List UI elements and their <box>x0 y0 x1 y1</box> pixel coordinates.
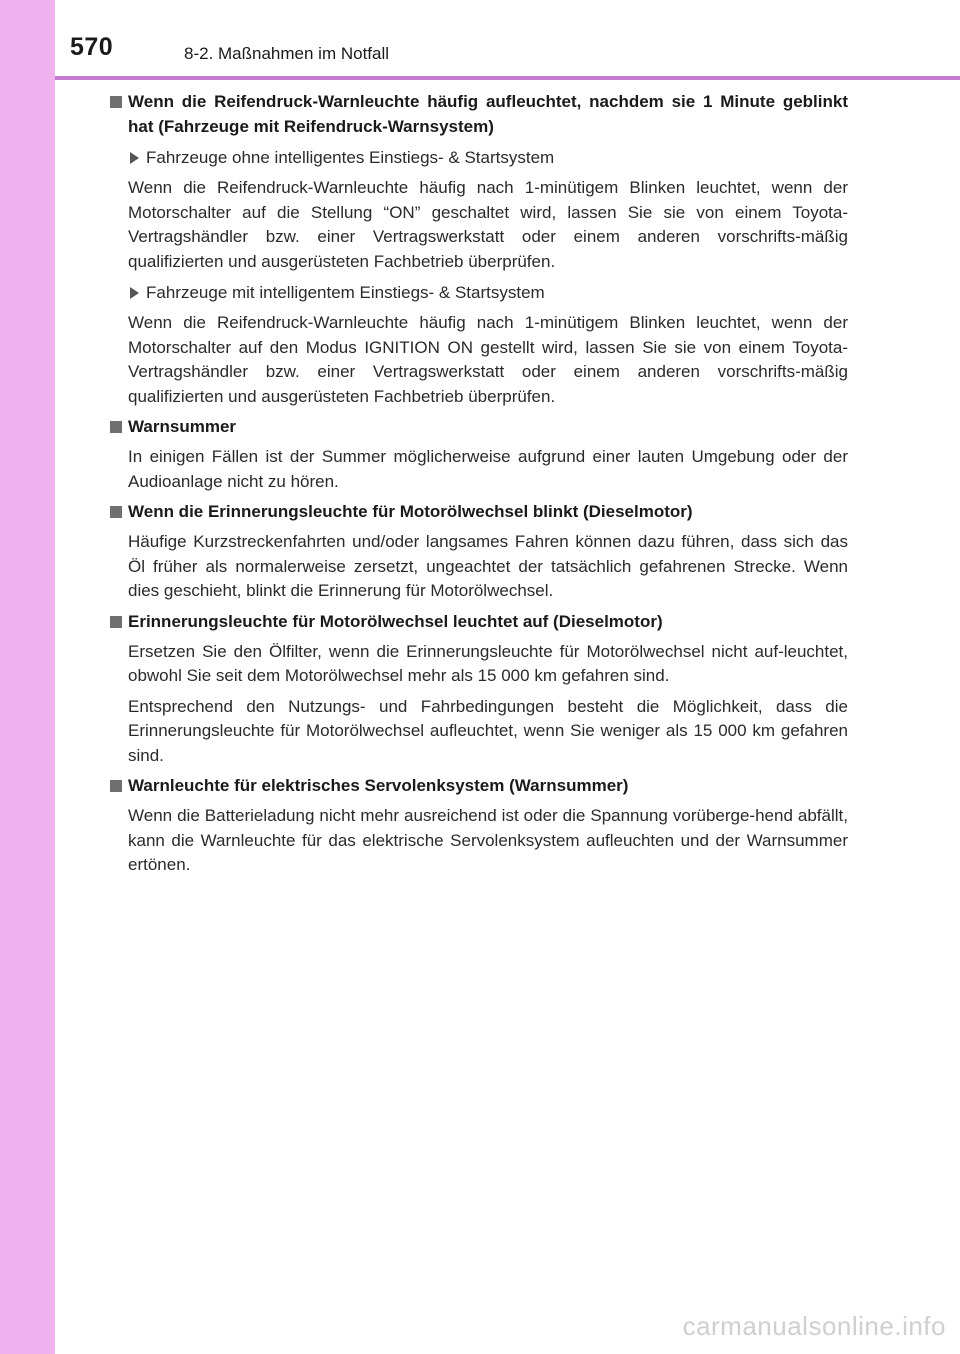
topic-oil-reminder-lights <box>108 609 848 769</box>
topic-heading-text: Warnleuchte für elektrisches Servolenksystem (Warnsummer) <box>128 776 629 795</box>
square-bullet-icon <box>110 780 122 792</box>
topic-heading-text: Warnsummer <box>128 417 237 436</box>
paragraph: Häufige Kurzstreckenfahrten und/oder langsames Fahren können dazu führen, dass sich das Öl früher als normalerweise zersetzt, ungeachtet der tatsächlich gefahrenen Strecke. Wenn dies geschieht, blinkt die Erinnerung für Motorölwechsel. <box>128 532 848 600</box>
square-bullet-icon <box>110 506 122 518</box>
page-header <box>0 0 960 76</box>
paragraph: In einigen Fällen ist der Summer möglicherweise aufgrund einer lauten Umgebung oder der Audioanlage nicht zu hören. <box>128 447 848 491</box>
paragraph: Ersetzen Sie den Ölfilter, wenn die Erinnerungsleuchte für Motorölwechsel nicht auf-leuchtet, obwohl Sie seit dem Motorölwechsel mehr als 15 000 km gefahren sind. <box>128 641 848 685</box>
triangle-arrow-icon <box>130 287 139 299</box>
topic-heading-text: Erinnerungsleuchte für Motorölwechsel leuchtet auf (Dieselmotor) <box>128 611 663 631</box>
section-title: 8-2. Maßnahmen im Notfall <box>184 44 390 63</box>
sub-heading-text: Fahrzeuge ohne intelligentes Einstiegs- & Startsystem <box>146 148 555 167</box>
topic-heading <box>108 609 848 634</box>
square-bullet-icon <box>110 96 122 108</box>
triangle-arrow-icon <box>130 152 139 164</box>
side-color-band <box>0 0 55 1354</box>
topic-power-steering-warning <box>108 773 848 878</box>
topic-heading <box>108 89 848 139</box>
topic-tire-pressure-warning <box>108 89 848 409</box>
square-bullet-icon <box>110 421 122 433</box>
page-number: 570 <box>70 33 114 61</box>
sub-heading <box>128 280 848 305</box>
header-side-band <box>0 0 55 76</box>
topic-heading <box>108 499 848 524</box>
paragraph: Entsprechend den Nutzungs- und Fahrbedingungen besteht die Möglichkeit, dass die Erinnerungsleuchte für Motorölwechsel aufleuchtet, wenn Sie weniger als 15 000 km gefahren sind. <box>128 696 848 765</box>
page-content <box>108 89 848 883</box>
topic-heading-text: Wenn die Reifendruck-Warnleuchte häufig aufleuchtet, nachdem sie 1 Minute geblinkt hat (Fahrzeuge mit Reifendruck-Warnsystem) <box>128 92 848 136</box>
header-divider <box>55 76 960 80</box>
paragraph: Wenn die Reifendruck-Warnleuchte häufig nach 1-minütigem Blinken leuchtet, wenn der Motorschalter auf die Stellung “ON” geschaltet wird, lassen Sie sie von einem Toyota-Vertragshändler bzw. einer Vertragswerkstatt oder einem anderen vorschrifts-mäßig qualifizierten und ausgerüsteten Fachbetrieb überprüfen. <box>128 178 848 271</box>
topic-oil-reminder-blinks <box>108 499 848 604</box>
topic-heading <box>108 773 848 798</box>
paragraph: Wenn die Batterieladung nicht mehr ausreichend ist oder die Spannung vorüberge-hend abfällt, kann die Warnleuchte für das elektrische Servolenksystem aufleuchten und der Warnsummer ertönen. <box>128 806 848 874</box>
paragraph: Wenn die Reifendruck-Warnleuchte häufig nach 1-minütigem Blinken leuchtet, wenn der Motorschalter auf den Modus IGNITION ON gestellt wird, lassen Sie sie von einem Toyota-Vertragshändler bzw. einer Vertragswerkstatt oder einem anderen vorschrifts-mäßig qualifizierten und ausgerüsteten Fachbetrieb überprüfen. <box>128 313 848 406</box>
square-bullet-icon <box>110 616 122 628</box>
topic-warning-buzzer <box>108 414 848 494</box>
topic-heading-text: Wenn die Erinnerungsleuchte für Motorölwechsel blinkt (Dieselmotor) <box>128 502 693 521</box>
topic-heading <box>108 414 848 439</box>
sub-heading <box>128 145 848 170</box>
watermark: carmanualsonline.info <box>682 1311 946 1341</box>
sub-heading-text: Fahrzeuge mit intelligentem Einstiegs- & Startsystem <box>146 283 545 302</box>
